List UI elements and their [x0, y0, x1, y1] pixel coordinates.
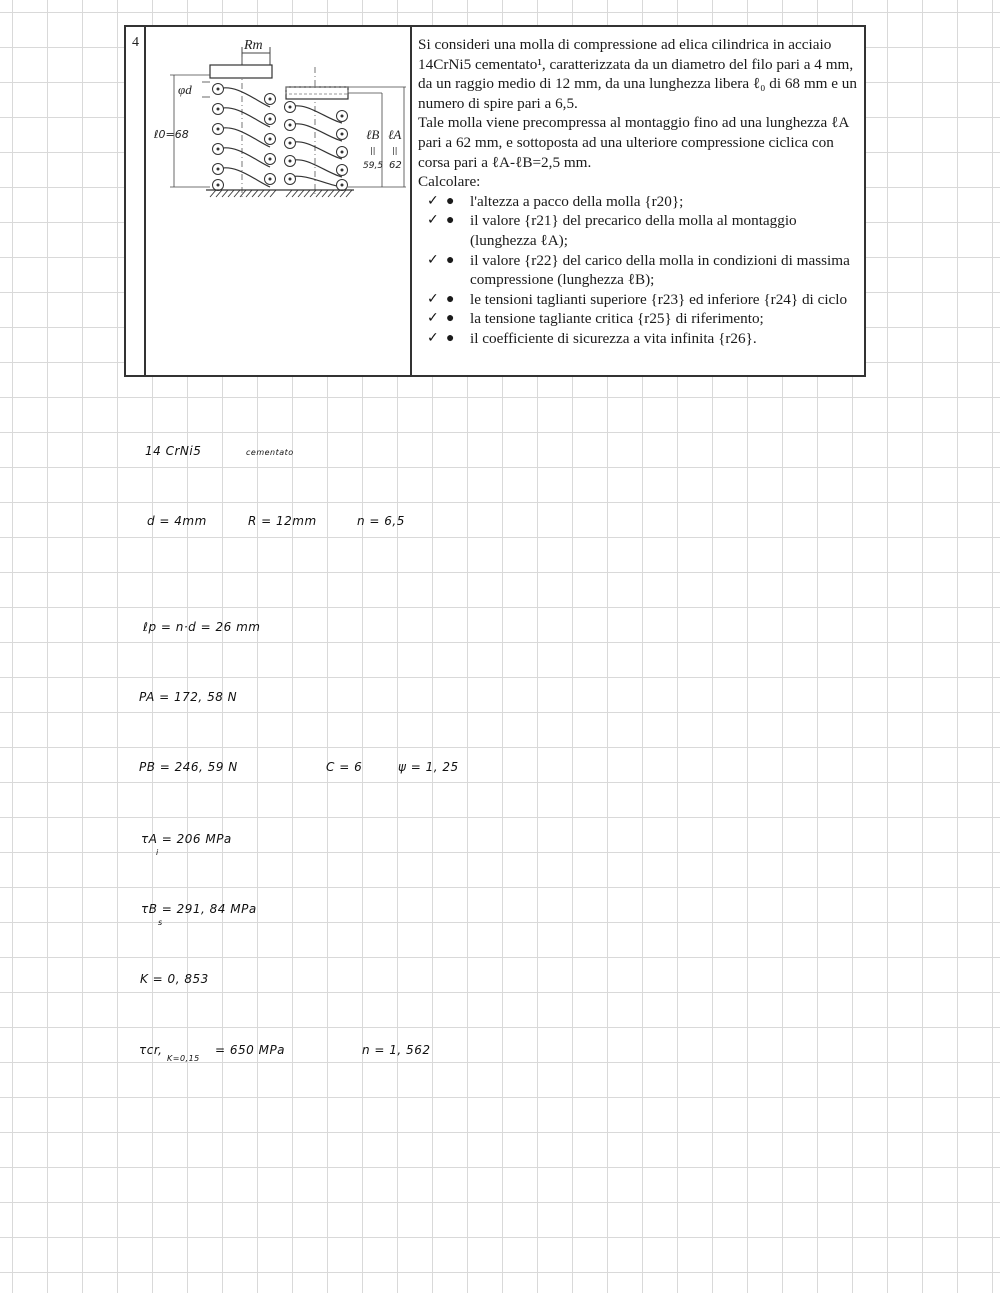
task-text: il valore {r22} del carico della molla in condizioni di massima compressione (lunghezza ℓB);: [470, 251, 850, 289]
task-item: [418, 290, 862, 310]
task-item: [418, 309, 862, 329]
note-tau-b: τB = 291, 84 MPa: [141, 902, 257, 916]
task-item: [418, 192, 862, 212]
check-icon: ✓: [427, 290, 439, 307]
note-tau-cr: τcr,: [139, 1043, 163, 1057]
note-material: 14 CrNi5: [145, 444, 202, 458]
task-item: [418, 329, 862, 349]
calc-label: Calcolare:: [418, 173, 481, 191]
note-solid-height: ℓp = n·d = 26 mm: [143, 620, 261, 634]
label-lb-value: 59,5: [363, 161, 384, 171]
bullet-icon: ●: [446, 311, 455, 327]
label-la: ℓA: [388, 127, 402, 142]
label-eq1: ||: [370, 146, 376, 155]
task-item: [418, 211, 862, 250]
bullet-icon: ●: [446, 330, 455, 346]
note-mean-radius: R = 12mm: [248, 514, 317, 528]
note-k: K = 0, 853: [140, 972, 209, 986]
note-coil-count: n = 6,5: [357, 514, 405, 528]
problem-intro-2: Tale molla viene precompressa al montaggio fino ad una lunghezza ℓA pari a 62 mm, e sottoposta ad una ulteriore compressione ciclica con corsa pari a ℓA-ℓB=2,5 mm.: [418, 114, 849, 171]
note-load-a: PA = 172, 58 N: [139, 690, 238, 704]
task-text: il coefficiente di sicurezza a vita infinita {r26}.: [470, 329, 757, 347]
bullet-icon: ●: [446, 193, 455, 209]
label-eq2: ||: [392, 146, 398, 155]
spring-figure: [146, 27, 412, 375]
note-tau-cr-value: = 650 MPa: [215, 1043, 286, 1057]
task-text: l'altezza a pacco della molla {r20};: [470, 192, 684, 210]
label-lb: ℓB: [366, 127, 380, 142]
bullet-icon: ●: [446, 252, 455, 268]
note-psi: ψ = 1, 25: [398, 760, 459, 774]
spring-diagram: [146, 27, 408, 375]
bullet-icon: ●: [446, 213, 455, 229]
problem-number: 4: [126, 27, 146, 375]
check-icon: ✓: [427, 192, 439, 209]
check-icon: ✓: [427, 212, 439, 229]
check-icon: ✓: [427, 251, 439, 268]
note-load-b: PB = 246, 59 N: [139, 760, 238, 774]
task-text: la tensione tagliante critica {r25} di riferimento;: [470, 310, 764, 328]
label-d: φd: [178, 82, 192, 97]
task-item: [418, 251, 862, 290]
label-la-value: 62: [389, 160, 402, 171]
note-tau-cr-sub: K=0,15: [167, 1054, 200, 1063]
problem-intro: Si consideri una molla di compressione ad elica cilindrica in acciaio 14CrNi5 cementato¹, caratterizzata da un diametro del filo pari a 4 mm, da un raggio medio di 12 mm, da una lunghezza libera ℓ₀ di 68 mm e un numero di spire pari a 6,5.: [418, 36, 857, 112]
check-icon: ✓: [427, 310, 439, 327]
label-rm: Rm: [244, 38, 263, 53]
check-icon: ✓: [427, 329, 439, 346]
note-safety-factor: n = 1, 562: [362, 1043, 431, 1057]
note-tau-b-sub: s: [158, 918, 163, 927]
problem-box: [124, 25, 866, 377]
problem-text: [418, 35, 862, 349]
note-tau-a: τA = 206 MPa: [141, 832, 232, 846]
note-wire-diameter: d = 4mm: [147, 514, 207, 528]
task-text: il valore {r21} del precarico della molla al montaggio (lunghezza ℓA);: [470, 212, 797, 249]
note-material-treatment: cementato: [246, 448, 294, 457]
label-l0: ℓ0=68: [154, 128, 189, 141]
bullet-icon: ●: [446, 291, 455, 307]
task-list: [418, 192, 862, 349]
task-text: le tensioni taglianti superiore {r23} ed inferiore {r24} di ciclo: [470, 290, 848, 308]
note-spring-index: C = 6: [326, 760, 363, 774]
note-tau-a-sub: i: [156, 848, 159, 857]
